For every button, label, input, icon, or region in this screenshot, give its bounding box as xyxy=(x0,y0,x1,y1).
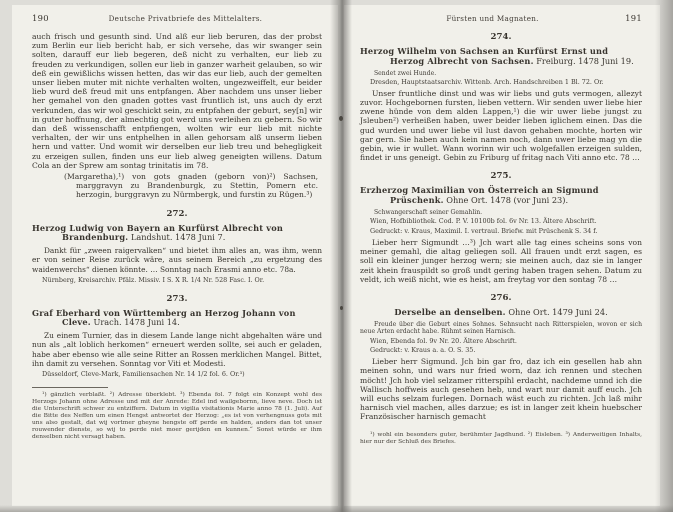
letter-signature: (Margaretha),¹) von gots gnaden (geborn von)²) Sachsen, marggravyn zu Brandenburgk, zu Stettin, Pomern etc. herzogin, burggravyn zu Nürmbergk, und furstin zu Rügen.³) xyxy=(64,172,318,200)
entry-276-heading xyxy=(360,308,642,318)
entry-275-source: Wien, Hofbibliothek. Cod. P. V. 10100b fol. 6v Nr. 13. Ältere Abschrift. xyxy=(370,217,597,226)
running-header-left: Deutsche Privatbriefe des Mittelalters. xyxy=(108,14,263,23)
entry-274-source: Dresden, Hauptstaatsarchiv. Wittenb. Arch. Handschreiben 1 Bl. 72. Or. xyxy=(370,78,604,86)
entry-274-heading-names: Herzog Wilhelm von Sachsen an Kurfürst Ernst und Herzog Albrecht von Sachsen. xyxy=(360,46,609,66)
entry-272-regest: Dankt für „zween raigervalken“ und bietet ihm alles an, was ihm, wenn er von seiner Reise zurück wäre, aus seinem Bereich „zu ergetzung des waidenwerchs“ dienen könnte. … Sonntag nach Erasmi anno etc. 78a. xyxy=(32,246,322,274)
entry-273-regest: Zu einem Turnier, das in diesem Lande lange nicht abgehalten wäre und nun als „alt loblich herkomen“ erneuert werden sollte, sei auch er geladen, habe aber ebenso wie alle seine Ritter an Rossen merklichen Mangel. Bittet, ihn damit zu versehen. Sonntag vor Viti et Modesti. xyxy=(32,331,322,368)
entry-276-place-date: Ohne Ort. 1479 Juni 24. xyxy=(508,307,608,318)
entry-274-place-date: Freiburg. 1478 Juni 19. xyxy=(536,55,634,66)
entry-276-number: 276. xyxy=(490,293,512,304)
entry-276-letter-text: Lieber herr Sigmund. Jch bin gar fro, daz ich ein gesellen hab ahn meinen sohn, und wars nur fried worn, daz ich rennen und stechen möcht! Jch hob viel selzamer ritterspihl erdacht, nachdeme unnd ich die Wallisch hoffweis auch gesehen heb, und wart nur damit auff euch. Jch will euchs selzam furlegen. Dornach wäst euch zu richten. Jch laß mihr harnisch viel machen, alles darzue; es ist in langer zeit khein huebscher Französischer harnisch gemacht xyxy=(360,357,642,422)
entry-275-heading xyxy=(360,186,642,206)
entry-272-place-date: Landshut. 1478 Juni 7. xyxy=(130,232,226,243)
entry-274-letter-text: Unser fruntliche dinst und was wir liebs und guts vermogen, allezyt zuvor. Hochgebornen fursten, lieben vettern. Wir senden uwer liebe hier zwene hünde von dem alden Lappen,¹) die wir uwer liebe jungst zu Jsleuben²) verheißen haben, uwer beider lieben iglichem einen. Das die gud wurden und uwer liebe vil lust davon gehaben mochte, horten wir gar gern. Sie haben auch kein namen noch, dann uwer liebe mag yn die gebin, wie ir wullet. Wann worinn wir uch wolgefallen erzeigen sulden, findet ir uns geneigt. Gebin zu Friburg uf fritag nach Viti anno etc. 78 … xyxy=(360,88,642,163)
entry-273-number: 273. xyxy=(166,293,188,304)
entry-274-summary: Sendet zwei Hunde. xyxy=(374,69,437,77)
scan-speck xyxy=(340,306,343,310)
entry-276-heading-names: Derselbe an denselben. xyxy=(394,307,506,318)
entry-274-number: 274. xyxy=(490,32,512,42)
entry-275-letter-text: Lieber herr Sigmundt …³) Jch wart alle tag eines scheins sons von meiner gemahl, die altag geliegen soll. All frauen undt erzt sagen, es soll ein kleiner junger herzog wern; sie meinen auch, daz sie in langer zeit khein frauspildt so groß undt gering haben tragen sehen. Datum zu veldt, ich weiß nicht, wie es heist, am freytag vor den sontag 78 … xyxy=(360,238,642,284)
footnotes-left: ¹) gänzlich verblaßt. ²) Adresse überklebt. ³) Ebenda fol. 7 folgt ein Konzept wohl des Herzogs Johann ohne Adresse und mit der Anrede: Edel ind wailgebornn, lieve neve. Doch ist die Unterschrift schwer zu entziffern. Datum in vigilia visitationis Marie anno 78 (1. Juli). Auf die Bitte des Neffen um einen Hengst antwortet der Herzog: „es ist von verhengnuss gots mit uns also gestalt, dat wij vortmer gheyne hengste off perde en halden, anders dan tot unser rouwender dienste, so wij to perde niet moer gerijden en kunnen.“ Sonst würde er ihm denselben nicht versagt haben. xyxy=(32,391,322,440)
entry-272-heading-names: Herzog Ludwig von Bayern an Kurfürst Albrecht von Brandenburg. xyxy=(32,222,284,243)
footnotes-right: ¹) wohl ein besonders guter, berühmter Jagdhund. ²) Eisleben. ³) Anderweitigen Inhalts, hier nur der Schluß des Briefes. xyxy=(360,431,642,445)
entry-275-heading-names: Erzherzog Maximilian von Österreich an Sigmund Prüschenk. xyxy=(360,185,599,206)
scan-speck xyxy=(339,116,343,121)
entry-273-place-date: Urach. 1478 Juni 14. xyxy=(93,317,180,328)
page-number-left: 190 xyxy=(32,13,49,23)
page-right xyxy=(344,5,660,506)
entry-272-number: 272. xyxy=(166,208,188,219)
entry-274-heading xyxy=(360,47,642,67)
entry-276-printed: Gedruckt: v. Kraus a. a. O. S. 35. xyxy=(370,346,476,355)
entry-275-number: 275. xyxy=(490,171,512,182)
entry-275-summary: Schwangerschaft seiner Gemahlin. xyxy=(374,209,483,217)
entry-276-summary: Freude über die Geburt eines Sohnes. Sehnsucht nach Ritterspielen, wovon er sich neue Arten erdacht habe. Rühmt seinen Harnisch. xyxy=(360,320,642,336)
entry-272-heading xyxy=(32,224,322,244)
entry-275-place-date: Ohne Ort. 1478 (vor Juni 23). xyxy=(446,195,569,206)
page-edge-shadow-bottom xyxy=(0,505,673,512)
page-number-right: 191 xyxy=(625,13,642,23)
footnote-rule-left xyxy=(32,387,108,388)
letter-continuation-text: auch frisch und gesunth sind. Und alß eur lieb beruren, das der probst zum Berlin eur lieb bericht hab, er sich versehe, das wir swanger sein solten, darauff eur lieb begeren, deß nicht zu verhalten, eur lieb zu freuden zu verkundigen, sollen eur lieb in ganzer warheit gelauben, so wir deß ein gewißlichs wissen hetten, das wir das eur lieb, auch der gemelten unser lieben muter mit nichte verhalten wolten, ungezweiffelt, eur beider lieb wurd deß freud mit uns entpfangen. Aber nachdem uns unser lieber her gemahel von den gnaden gottes vast fruntlich ist, uns auch dy erzt verkunden, das wir wol geschickt sein, zu entpfahen der geburt, sey[n] wir in guter hoffnung, der almechtig got werd uns verleihen zu gebern. So wir dan deß wissenschafft entpfiengen, wolten wir eur lieb mit nichte verhalten, der wir uns entphelhen in allen gehorsam alß unserm lieben hern und vatter. Und womit wir derselben eur lieb treu und behegligkeit zu erzeigen sullen, finden uns eur lieb alweg geneigten willens. Datum Cola an der Sprew am sontag trinitatis im 78. xyxy=(32,32,322,170)
page-header-right xyxy=(360,13,642,23)
entry-273-heading xyxy=(32,309,322,329)
entry-272-source: Nürnberg, Kreisarchiv. Pfälz. Missiv. I S. X R. 1/4 Nr. 528 Fasc. I. Or. xyxy=(42,275,265,284)
entry-273-source: Düsseldorf, Cleve-Mark, Familiensachen Nr. 14 1/2 fol. 6. Or.³) xyxy=(42,370,245,379)
page-left xyxy=(12,5,338,506)
entry-273-heading-names: Graf Eberhard von Württemberg an Herzog Johann von Cleve. xyxy=(32,307,296,328)
running-header-right: Fürsten und Magnaten. xyxy=(446,14,539,23)
entry-275-printed: Gedruckt: v. Kraus, Maximil. I. vertraul. Briefw. mit Prüschenk S. 34 f. xyxy=(370,227,598,236)
page-header-left xyxy=(32,13,322,23)
entry-276-source: Wien, Ebenda fol. 9v Nr. 20. Ältere Abschrift. xyxy=(370,336,517,345)
